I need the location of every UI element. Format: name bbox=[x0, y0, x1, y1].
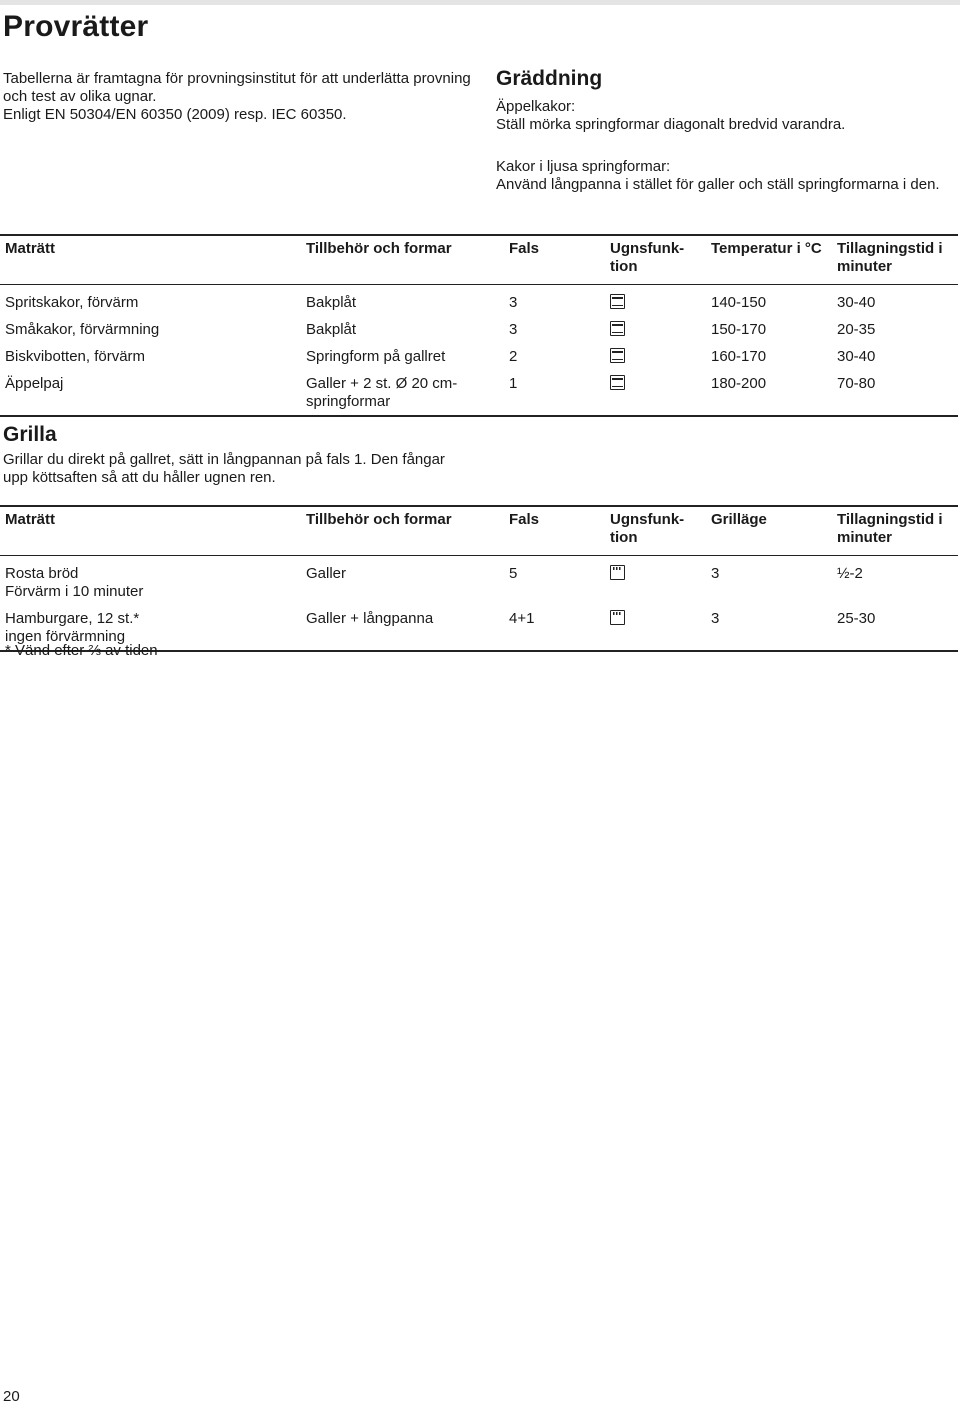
top-rule bbox=[0, 0, 960, 5]
cell-time: ½-2 bbox=[837, 565, 863, 582]
cell-accessory: Bakplåt bbox=[306, 294, 357, 311]
cell-function bbox=[605, 312, 706, 339]
baking-note-2-label: Kakor i ljusa springformar: bbox=[496, 158, 671, 175]
cell-grill-setting: 3 bbox=[711, 565, 720, 582]
dish-name: Rosta bröd bbox=[5, 565, 79, 582]
col-header-function: Ugnsfunk-tion bbox=[610, 240, 685, 275]
table-row bbox=[0, 285, 958, 313]
grill-heading: Grilla bbox=[3, 423, 57, 446]
page-number: 20 bbox=[3, 1388, 20, 1405]
dish-name: Hamburgare, 12 st.* bbox=[5, 610, 140, 627]
intro-text bbox=[3, 70, 473, 124]
cell-function bbox=[605, 366, 706, 416]
cell-temperature: 160-170 bbox=[711, 348, 767, 365]
cell-grill-setting: 3 bbox=[711, 610, 720, 627]
cell-time: 70-80 bbox=[837, 375, 876, 392]
col-header-accessory: Tillbehör och formar bbox=[306, 240, 452, 257]
col-header-accessory: Tillbehör och formar bbox=[306, 511, 452, 528]
cell-accessory: Galler bbox=[306, 565, 347, 582]
baking-note-1-text: Ställ mörka springformar diagonalt bredvid varandra. bbox=[496, 116, 846, 133]
baking-table bbox=[0, 234, 958, 417]
cell-time: 25-30 bbox=[837, 610, 876, 627]
table-header-row bbox=[0, 235, 958, 285]
col-header-temperature: Temperatur i °C bbox=[711, 240, 822, 257]
intro-line-1: Tabellerna är framtagna för provningsinstitut för att underlätta provning och test av olika ugnar. bbox=[3, 70, 471, 105]
intro-line-2: Enligt EN 50304/EN 60350 (2009) resp. IEC 60350. bbox=[3, 106, 347, 123]
col-header-dish: Maträtt bbox=[5, 240, 56, 257]
cell-level: 3 bbox=[509, 321, 518, 338]
dish-note: Förvärm i 10 minuter bbox=[5, 583, 144, 600]
cell-level: 1 bbox=[509, 375, 518, 392]
col-header-grill-setting: Grilläge bbox=[711, 511, 767, 528]
cell-dish: Biskvibotten, förvärm bbox=[5, 348, 146, 365]
col-header-function: Ugnsfunk-tion bbox=[610, 511, 685, 546]
top-bottom-heat-icon bbox=[610, 294, 625, 309]
top-bottom-heat-icon bbox=[610, 375, 625, 390]
col-header-dish: Maträtt bbox=[5, 511, 56, 528]
col-header-level: Fals bbox=[509, 240, 540, 257]
cell-function bbox=[605, 285, 706, 313]
cell-accessory: Galler + 2 st. Ø 20 cm-springformar bbox=[306, 375, 458, 410]
grill-table bbox=[0, 505, 958, 652]
baking-note-1-label: Äppelkakor: bbox=[496, 98, 576, 115]
cell-level: 4+1 bbox=[509, 610, 535, 627]
cell-level: 3 bbox=[509, 294, 518, 311]
page-title: Provrätter bbox=[3, 10, 149, 43]
dish-note: ingen förvärmning bbox=[5, 628, 126, 645]
top-bottom-heat-icon bbox=[610, 321, 625, 336]
baking-section bbox=[496, 66, 958, 194]
table-row bbox=[0, 339, 958, 366]
col-header-time: Tillagningstid i minuter bbox=[837, 240, 943, 275]
cell-accessory: Bakplåt bbox=[306, 321, 357, 338]
cell-dish bbox=[0, 556, 301, 602]
baking-heading: Gräddning bbox=[496, 67, 603, 90]
cell-temperature: 180-200 bbox=[711, 375, 767, 392]
cell-time: 20-35 bbox=[837, 321, 876, 338]
cell-dish: Äppelpaj bbox=[5, 375, 64, 392]
cell-temperature: 150-170 bbox=[711, 321, 767, 338]
cell-level: 5 bbox=[509, 565, 518, 582]
cell-accessory: Galler + långpanna bbox=[306, 610, 434, 627]
cell-time: 30-40 bbox=[837, 294, 876, 311]
cell-temperature: 140-150 bbox=[711, 294, 767, 311]
col-header-time: Tillagningstid i minuter bbox=[837, 511, 943, 546]
table-row bbox=[0, 312, 958, 339]
cell-dish: Spritskakor, förvärm bbox=[5, 294, 139, 311]
top-bottom-heat-icon bbox=[610, 348, 625, 363]
table-row bbox=[0, 556, 958, 602]
grill-intro: Grillar du direkt på gallret, sätt in långpannan på fals 1. Den fångar upp köttsaften så att du håller ugnen ren. bbox=[3, 451, 445, 486]
cell-function bbox=[605, 339, 706, 366]
cell-function bbox=[605, 556, 706, 602]
col-header-level: Fals bbox=[509, 511, 540, 528]
cell-dish: Småkakor, förvärmning bbox=[5, 321, 160, 338]
grill-footnote: * Vänd efter ⅔ av tiden bbox=[5, 642, 158, 659]
table-row bbox=[0, 366, 958, 416]
grill-icon bbox=[610, 565, 625, 580]
cell-time: 30-40 bbox=[837, 348, 876, 365]
baking-note-2-text: Använd långpanna i stället för galler och ställ springformarna i den. bbox=[496, 176, 940, 193]
cell-level: 2 bbox=[509, 348, 518, 365]
table-header-row bbox=[0, 506, 958, 556]
cell-function bbox=[605, 601, 706, 651]
cell-accessory: Springform på gallret bbox=[306, 348, 446, 365]
grill-icon bbox=[610, 610, 625, 625]
